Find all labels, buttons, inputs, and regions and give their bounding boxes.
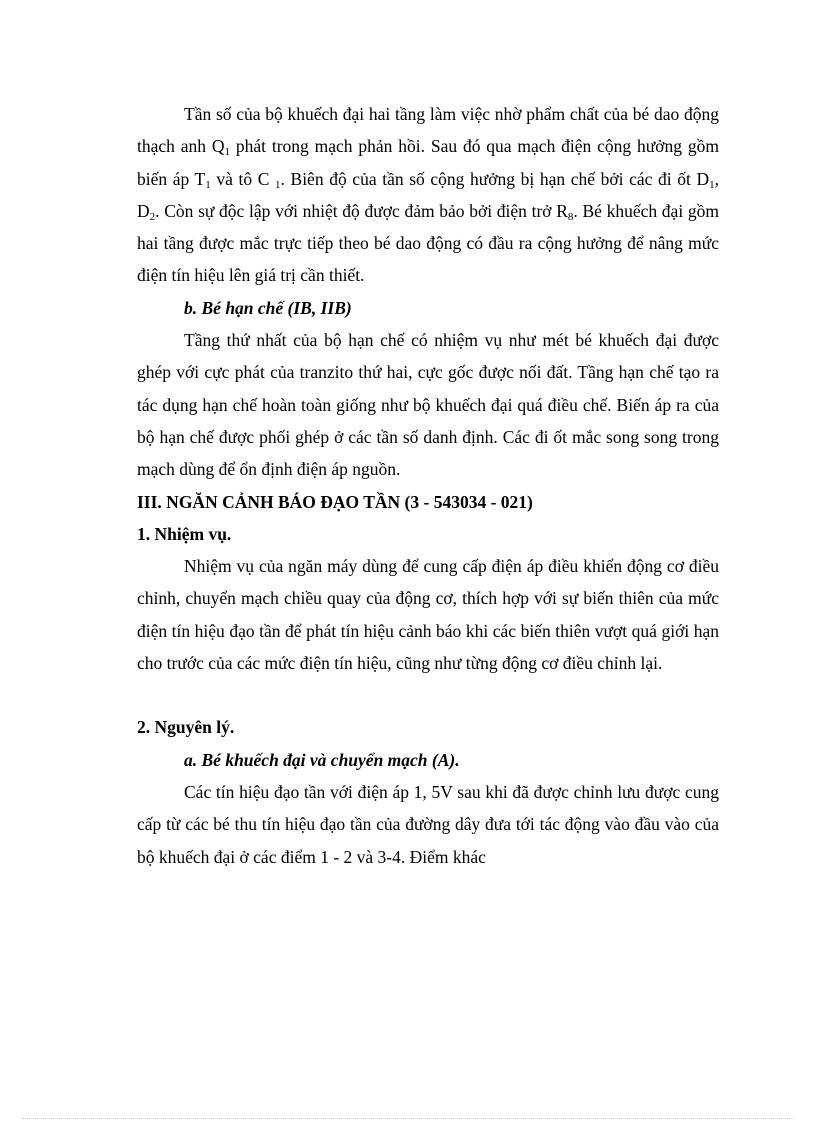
document-page <box>137 98 719 873</box>
page-bottom-divider <box>22 1118 794 1119</box>
section-heading-iii: III. NGĂN CẢNH BÁO ĐẠO TẦN (3 - 543034 - 021) <box>137 491 533 512</box>
paragraph-amplifier: Các tín hiệu đạo tần với điện áp 1, 5V sau khi đã được chỉnh lưu được cung cấp từ các bé thu tín hiệu đạo tần của đường dây đưa tới tác động vào đầu vào của bộ khuếch đại ở các điểm 1 - 2 và 3-4. Điểm khác <box>137 781 719 867</box>
heading-task: 1. Nhiệm vụ. <box>137 523 232 544</box>
subheading-amplifier-switch: a. Bé khuếch đại và chuyển mạch (A). <box>184 749 460 770</box>
subheading-limiter: b. Bé hạn chế (IB, IIB) <box>184 297 352 318</box>
paragraph-crystal-oscillator: Tần số của bộ khuếch đại hai tầng làm việc nhờ phẩm chất của bé dao động thạch anh $Q_1$ phát trong mạch phản hồi. Sau đó qua mạch điện cộng hưởng gồm biến áp $T_1$ và tô C $_1$. Biên độ của tần số cộng hưởng bị hạn chế bởi các đi ốt $D_1$, $D_2$. Còn sự độc lập với nhiệt độ được đảm bảo bởi điện trở $R_8$. Bé khuếch đại gồm hai tầng được mắc trực tiếp theo bé dao động có đầu ra cộng hưởng để nâng mức điện tín hiệu lên giá trị cần thiết. <box>137 104 719 286</box>
paragraph-limiter: Tầng thứ nhất của bộ hạn chế có nhiệm vụ như mét bé khuếch đại được ghép với cực phát của tranzito thứ hai, cực gốc được nối đất. Tầng hạn chế tạo ra tác dụng hạn chế hoàn toàn giống như bộ khuếch đại quá điều chế. Biến áp ra của bộ hạn chế được phối ghép ở các tần số danh định. Các đi ốt mắc song song trong mạch dùng để ổn định điện áp nguồn. <box>137 330 719 480</box>
heading-principle: 2. Nguyên lý. <box>137 717 235 738</box>
paragraph-task: Nhiệm vụ của ngăn máy dùng để cung cấp điện áp điều khiển động cơ điều chỉnh, chuyển mạch chiều quay của động cơ, thích hợp với sự biến thiên của mức điện tín hiệu đạo tần để phát tín hiệu cảnh báo khi các biến thiên vượt quá giới hạn cho trước của các mức điện tín hiệu, cũng như từng động cơ điều chỉnh lại. <box>137 556 719 674</box>
